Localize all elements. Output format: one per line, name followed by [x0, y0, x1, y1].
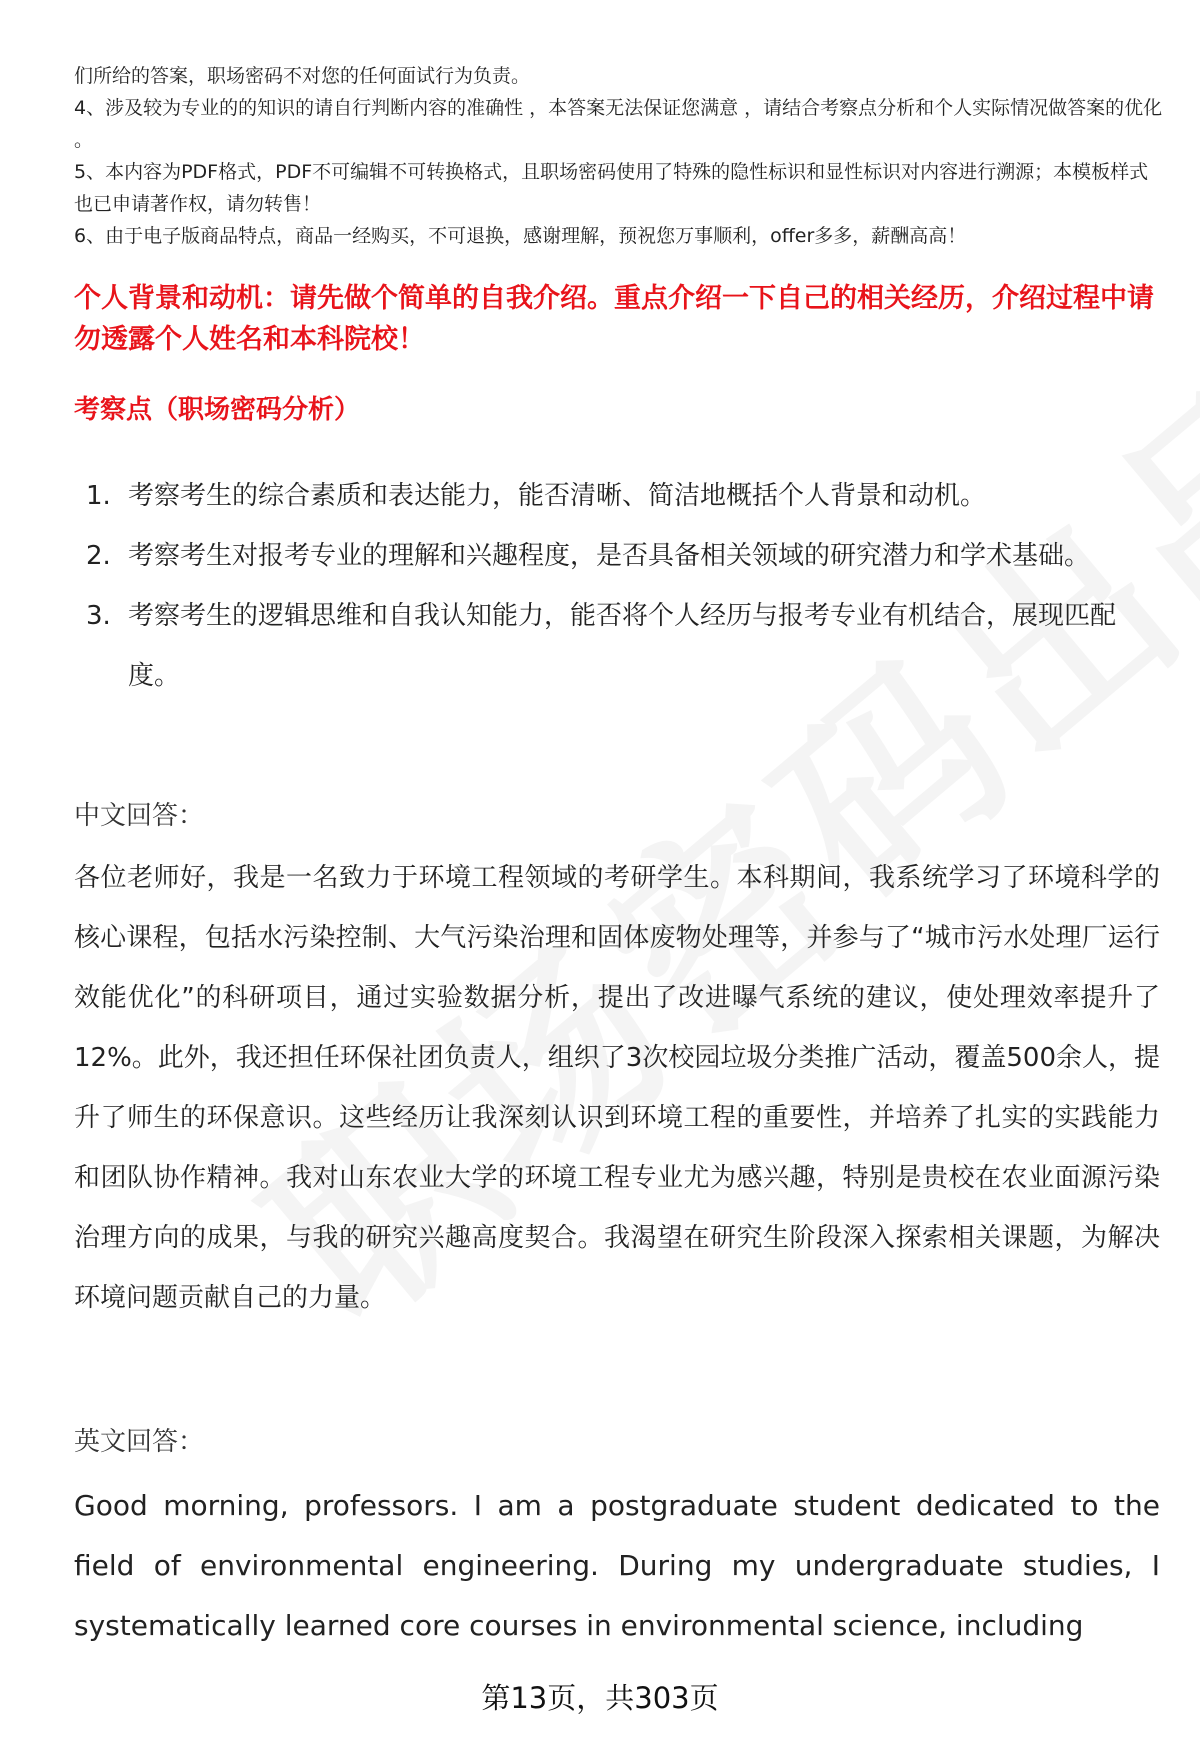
list-item-text: 考察考生的逻辑思维和自我认知能力，能否将个人经历与报考专业有机结合，展现匹配度。: [128, 601, 1117, 691]
english-answer-label: 英文回答：: [74, 1427, 205, 1457]
points-heading: 考察点（职场密码分析）: [74, 395, 361, 425]
list-number: 1.: [86, 481, 111, 511]
notes-block: [74, 60, 1164, 252]
page-number-footer: 第13页，共303页: [481, 1681, 719, 1715]
note-line: 4、涉及较为专业的的知识的请自行判断内容的准确性 ，本答案无法保证您满意 ，请结合考察点分析和个人实际情况做答案的优化 。: [74, 97, 1163, 151]
list-item: [74, 586, 1154, 706]
chinese-answer-text: 各位老师好，我是一名致力于环境工程领域的考研学生。本科期间，我系统学习了环境科学的核心课程，包括水污染控制、大气污染治理和固体废物处理等，并参与了“城市污水处理厂运行效能优化”的科研项目，通过实验数据分析，提出了改进曝气系统的建议，使处理效率提升了12%。此外，我还担任环保社团负责人，组织了3次校园垃圾分类推广活动，覆盖500余人，提升了师生的环保意识。这些经历让我深刻认识到环境工程的重要性，并培养了扎实的实践能力和团队协作精神。我对山东农业大学的环境工程专业尤为感兴趣，特别是贵校在农业面源污染治理方向的成果，与我的研究兴趣高度契合。我渴望在研究生阶段深入探索相关课题，为解决环境问题贡献自己的力量。: [74, 863, 1160, 1313]
list-item-text: 考察考生的综合素质和表达能力，能否清晰、简洁地概括个人背景和动机。: [128, 481, 987, 511]
list-item: [74, 466, 1154, 526]
points-list: [74, 466, 1154, 706]
list-item: [74, 526, 1154, 586]
note-line: 们所给的答案，职场密码不对您的任何面试行为负责。: [74, 65, 531, 87]
question-heading: 个人背景和动机：请先做个简单的自我介绍。重点介绍一下自己的相关经历，介绍过程中请勿透露个人姓名和本科院校！: [74, 283, 1154, 355]
list-item-text: 考察考生对报考专业的理解和兴趣程度，是否具备相关领域的研究潜力和学术基础。: [128, 541, 1091, 571]
note-line: 6、由于电子版商品特点，商品一经购买，不可退换，感谢理解，预祝您万事顺利，offer多多，薪酬高高！: [74, 225, 967, 247]
note-line: 5、本内容为PDF格式，PDF不可编辑不可转换格式，且职场密码使用了特殊的隐性标识和显性标识对内容进行溯源；本模板样式也已申请著作权，请勿转售！: [74, 161, 1149, 215]
list-number: 2.: [86, 541, 111, 571]
chinese-answer-label: 中文回答：: [74, 801, 205, 831]
list-number: 3.: [86, 601, 111, 631]
english-answer-text: Good morning, professors. I am a postgraduate student dedicated to the field of environmental engineering. During my undergraduate studies, I systematically learned core courses in environmental science, including: [74, 1489, 1160, 1642]
